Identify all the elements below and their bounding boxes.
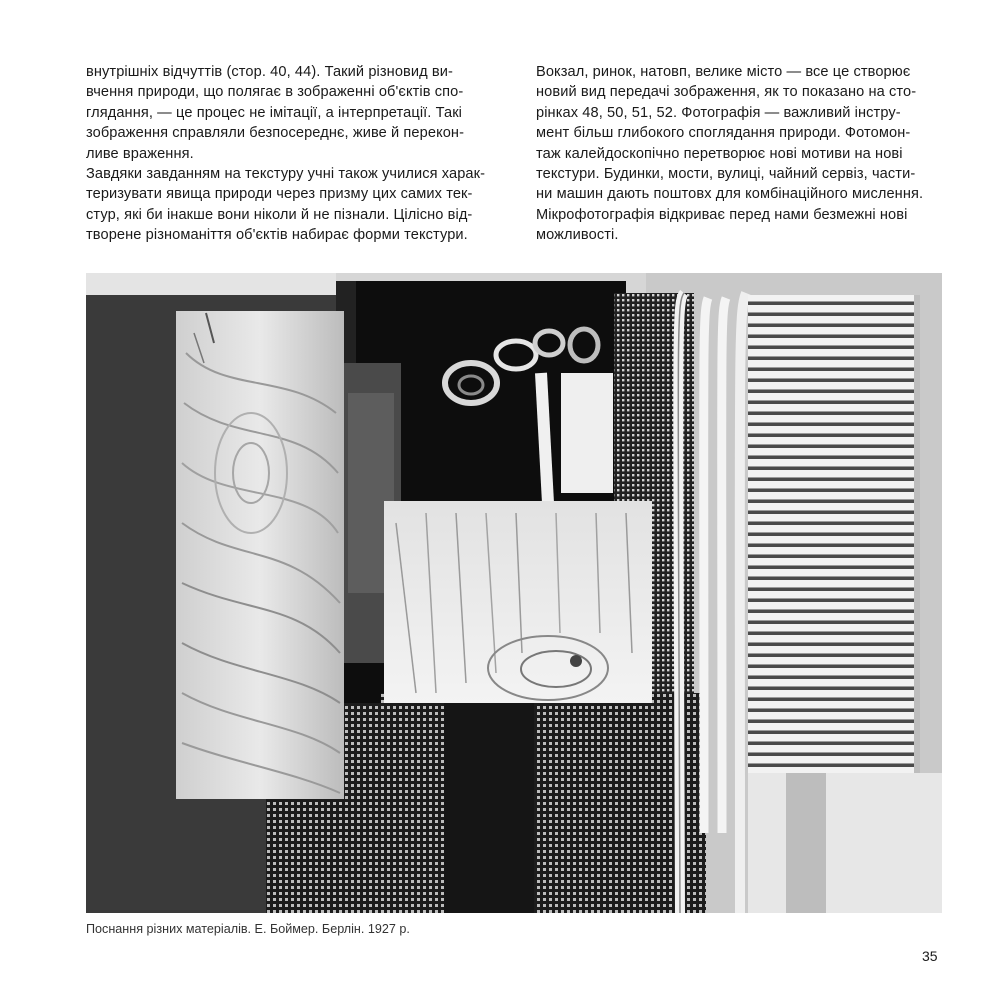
text-line: теризувати явища природи через призму цих самих тек- [86, 186, 473, 203]
text-line: зображення справляли безпосереднє, живе й перекон- [86, 125, 465, 142]
text-line: рінках 48, 50, 51, 52. Фотографія — важливий інстру- [536, 104, 901, 121]
text-line: ливе враження. [86, 145, 194, 162]
text-line: глядання, — це процес не імітації, а інтерпретації. Такі [86, 104, 463, 121]
text-line: таж калейдоскопічно перетворює нові мотиви на нові [536, 145, 903, 162]
text-line: стур, які би інакше вони ніколи й не пізнали. Цілісно від- [86, 206, 473, 223]
wood-plank-left [176, 311, 344, 799]
text-line: мент більш глибокого споглядання природи. Фотомон- [536, 125, 911, 142]
dark-strip [444, 703, 534, 913]
collage-photograph [86, 273, 942, 913]
text-line: вчення природи, що полягає в зображенні об'єктів спо- [86, 84, 464, 101]
figure-caption: Поснання різних матеріалів. Е. Боймер. Берлін. 1927 р. [86, 922, 410, 936]
text-column-right [536, 62, 948, 246]
text-line: творене різноманіття об'єктів набирає форми текстури. [86, 227, 468, 244]
corrugated-cardboard [748, 295, 920, 773]
text-line: Завдяки завданням на текстуру учні також училися харак- [86, 166, 486, 183]
wood-block-center [384, 501, 652, 703]
text-line: текстури. Будинки, мости, вулиці, чайний сервіз, части- [536, 166, 916, 183]
text-line: внутрішніх відчуттів (стор. 40, 44). Такий різновид ви- [86, 64, 453, 80]
page-number: 35 [922, 948, 938, 964]
text-line: Мікрофотографія відкриває перед нами безмежні нові [536, 206, 908, 223]
text-line: ни машин дають поштовх для комбінаційного мислення. [536, 186, 924, 203]
text-line: Вокзал, ринок, натовп, велике місто — все це створює [536, 64, 911, 80]
text-line: новий вид передачі зображення, як то показано на сто- [536, 84, 917, 101]
text-line: можливості. [536, 227, 619, 244]
text-column-left [86, 62, 498, 246]
